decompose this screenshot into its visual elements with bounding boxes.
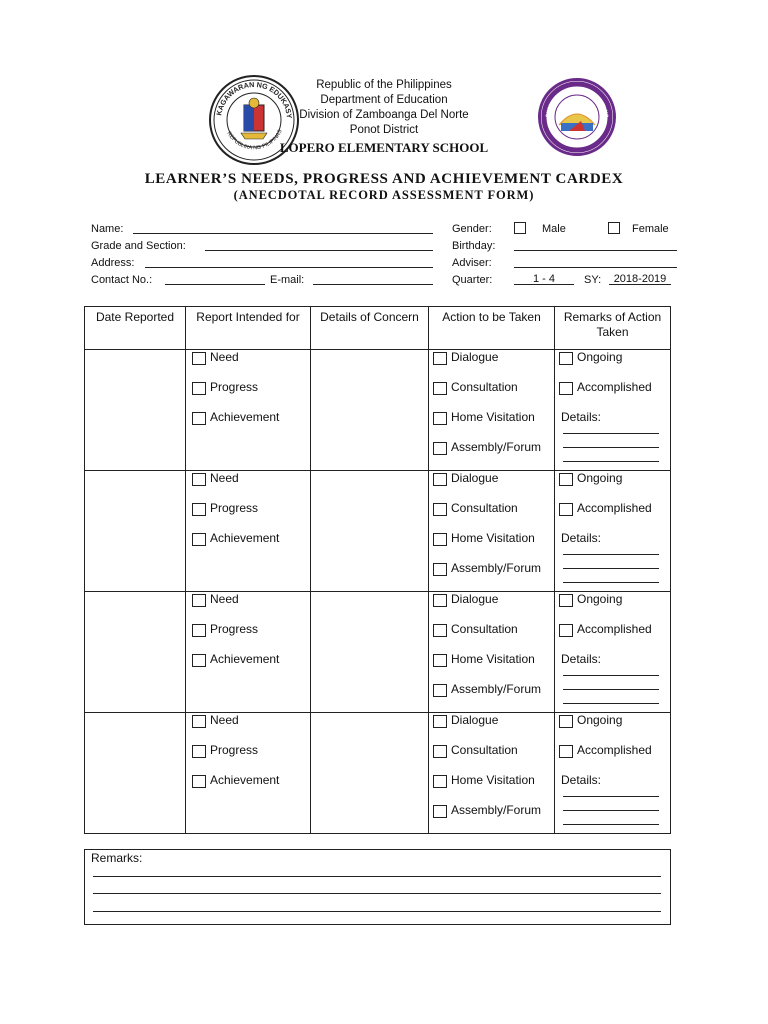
details-line[interactable]	[563, 824, 659, 825]
achievement-checkbox[interactable]	[192, 412, 206, 425]
home-visitation-label: Home Visitation	[451, 773, 535, 787]
remarks-line[interactable]	[93, 911, 661, 912]
need-option[interactable]	[192, 713, 239, 728]
accomplished-label: Accomplished	[577, 622, 652, 636]
dialogue-label: Dialogue	[451, 471, 499, 485]
details-label: Details:	[561, 773, 602, 787]
form-subtitle: (ANECDOTAL RECORD ASSESSMENT FORM)	[233, 188, 535, 202]
progress-label: Progress	[210, 743, 259, 757]
quarter-label: Quarter:	[452, 274, 493, 286]
achievement-option[interactable]	[192, 773, 279, 788]
progress-option[interactable]	[192, 622, 258, 637]
quarter-field[interactable]: 1 - 4	[514, 273, 574, 285]
home-visitation-option[interactable]	[433, 773, 535, 788]
consultation-label: Consultation	[451, 622, 518, 636]
need-label: Need	[210, 350, 239, 364]
details-line[interactable]	[563, 568, 659, 569]
remarks-label: Remarks:	[91, 851, 143, 865]
accomplished-label: Accomplished	[577, 501, 652, 515]
ongoing-checkbox[interactable]	[559, 352, 573, 365]
seal-left-top-text: KAGAWARAN NG EDUKASY	[214, 79, 295, 119]
progress-label: Progress	[210, 501, 259, 515]
header-report-intended: Report Intended for	[186, 307, 311, 350]
header-date-reported: Date Reported	[85, 307, 186, 350]
ongoing-option[interactable]	[559, 713, 622, 728]
assembly-forum-option[interactable]	[433, 440, 541, 455]
details-line[interactable]	[563, 461, 659, 462]
ongoing-checkbox[interactable]	[559, 473, 573, 486]
accomplished-label: Accomplished	[577, 743, 652, 757]
table-row	[85, 592, 671, 713]
address-label: Address:	[91, 257, 135, 269]
date-reported-cell[interactable]	[85, 713, 186, 834]
action-cell	[429, 713, 555, 834]
dialogue-checkbox[interactable]	[433, 473, 447, 486]
consultation-option[interactable]	[433, 743, 518, 758]
progress-option[interactable]	[192, 743, 258, 758]
dialogue-checkbox[interactable]	[433, 352, 447, 365]
consultation-checkbox[interactable]	[433, 624, 447, 637]
adviser-field[interactable]	[514, 256, 677, 268]
accomplished-option[interactable]	[559, 380, 652, 395]
ongoing-option[interactable]	[559, 471, 622, 486]
ongoing-label: Ongoing	[577, 350, 623, 364]
remarks-action-cell	[555, 713, 671, 834]
need-checkbox[interactable]	[192, 473, 206, 486]
consultation-option[interactable]	[433, 380, 518, 395]
consultation-checkbox[interactable]	[433, 745, 447, 758]
accomplished-option[interactable]	[559, 501, 652, 516]
ongoing-label: Ongoing	[577, 471, 623, 485]
accomplished-checkbox[interactable]	[559, 503, 573, 516]
accomplished-checkbox[interactable]	[559, 624, 573, 637]
date-reported-cell[interactable]	[85, 350, 186, 471]
dialogue-checkbox[interactable]	[433, 715, 447, 728]
need-label: Need	[210, 592, 239, 606]
header-republic: Republic of the Philippines	[316, 79, 452, 91]
progress-checkbox[interactable]	[192, 624, 206, 637]
action-cell	[429, 471, 555, 592]
cardex-table	[84, 306, 671, 834]
need-label: Need	[210, 713, 239, 727]
assembly-forum-option[interactable]	[433, 682, 541, 697]
assembly-forum-checkbox[interactable]	[433, 563, 447, 576]
home-visitation-checkbox[interactable]	[433, 654, 447, 667]
header-remarks-action: Remarks of Action Taken	[555, 307, 671, 350]
achievement-option[interactable]	[192, 531, 279, 546]
home-visitation-checkbox[interactable]	[433, 533, 447, 546]
remarks-action-cell	[555, 471, 671, 592]
male-checkbox[interactable]	[514, 222, 526, 234]
home-visitation-checkbox[interactable]	[433, 775, 447, 788]
consultation-label: Consultation	[451, 743, 518, 757]
male-label: Male	[542, 223, 566, 235]
dialogue-option[interactable]	[433, 350, 498, 365]
achievement-checkbox[interactable]	[192, 775, 206, 788]
letterhead	[0, 78, 768, 157]
grade-section-field[interactable]	[205, 239, 433, 251]
details-concern-cell[interactable]	[311, 713, 429, 834]
table-row	[85, 471, 671, 592]
action-cell	[429, 350, 555, 471]
dialogue-label: Dialogue	[451, 713, 499, 727]
school-name: LOPERO ELEMENTARY SCHOOL	[279, 140, 489, 155]
details-concern-cell[interactable]	[311, 350, 429, 471]
achievement-checkbox[interactable]	[192, 654, 206, 667]
accomplished-label: Accomplished	[577, 380, 652, 394]
gender-label: Gender:	[452, 223, 492, 235]
address-field[interactable]	[145, 256, 433, 268]
consultation-checkbox[interactable]	[433, 382, 447, 395]
table-header-row	[85, 307, 671, 350]
consultation-label: Consultation	[451, 380, 518, 394]
birthday-field[interactable]	[514, 239, 677, 251]
need-label: Need	[210, 471, 239, 485]
details-line[interactable]	[563, 796, 659, 797]
assembly-forum-checkbox[interactable]	[433, 684, 447, 697]
progress-checkbox[interactable]	[192, 745, 206, 758]
report-intended-cell	[186, 350, 311, 471]
ongoing-option[interactable]	[559, 350, 622, 365]
header-action: Action to be Taken	[429, 307, 555, 350]
remarks-action-cell	[555, 350, 671, 471]
details-line[interactable]	[563, 433, 659, 434]
need-option[interactable]	[192, 471, 239, 486]
progress-option[interactable]	[192, 380, 258, 395]
sy-label: SY:	[584, 274, 602, 286]
remarks-action-cell	[555, 592, 671, 713]
birthday-label: Birthday:	[452, 240, 496, 252]
report-intended-cell	[186, 471, 311, 592]
header-department: Department of Education	[320, 94, 448, 106]
dialogue-label: Dialogue	[451, 350, 499, 364]
report-intended-cell	[186, 592, 311, 713]
home-visitation-option[interactable]	[433, 410, 535, 425]
progress-label: Progress	[210, 380, 259, 394]
accomplished-option[interactable]	[559, 743, 652, 758]
date-reported-cell[interactable]	[85, 592, 186, 713]
action-cell	[429, 592, 555, 713]
grade-section-label: Grade and Section:	[91, 240, 186, 252]
achievement-label: Achievement	[210, 652, 280, 666]
ongoing-label: Ongoing	[577, 592, 623, 606]
achievement-checkbox[interactable]	[192, 533, 206, 546]
ongoing-checkbox[interactable]	[559, 715, 573, 728]
progress-label: Progress	[210, 622, 259, 636]
consultation-option[interactable]	[433, 622, 518, 637]
ongoing-option[interactable]	[559, 592, 622, 607]
female-label: Female	[632, 223, 669, 235]
assembly-forum-checkbox[interactable]	[433, 442, 447, 455]
assembly-forum-label: Assembly/Forum	[451, 440, 542, 454]
achievement-option[interactable]	[192, 652, 279, 667]
contact-label: Contact No.:	[91, 274, 153, 286]
accomplished-checkbox[interactable]	[559, 382, 573, 395]
consultation-checkbox[interactable]	[433, 503, 447, 516]
accomplished-option[interactable]	[559, 622, 652, 637]
contact-field[interactable]	[165, 273, 265, 285]
table-row	[85, 713, 671, 834]
email-field[interactable]	[313, 273, 433, 285]
need-option[interactable]	[192, 350, 239, 365]
details-line[interactable]	[563, 447, 659, 448]
details-line[interactable]	[563, 703, 659, 704]
progress-checkbox[interactable]	[192, 382, 206, 395]
details-label: Details:	[561, 410, 602, 424]
adviser-label: Adviser:	[452, 257, 492, 269]
achievement-label: Achievement	[210, 531, 280, 545]
assembly-forum-label: Assembly/Forum	[451, 682, 542, 696]
name-label: Name:	[91, 223, 124, 235]
report-intended-cell	[186, 713, 311, 834]
details-label: Details:	[561, 531, 602, 545]
dialogue-label: Dialogue	[451, 592, 499, 606]
name-field[interactable]	[133, 222, 433, 234]
form-title: LEARNER’S NEEDS, PROGRESS AND ACHIEVEMENT CARDEX	[144, 171, 624, 187]
assembly-forum-option[interactable]	[433, 803, 541, 818]
assembly-forum-option[interactable]	[433, 561, 541, 576]
remarks-line[interactable]	[93, 893, 661, 894]
dialogue-option[interactable]	[433, 592, 498, 607]
assembly-forum-checkbox[interactable]	[433, 805, 447, 818]
ongoing-label: Ongoing	[577, 713, 623, 727]
ongoing-checkbox[interactable]	[559, 594, 573, 607]
details-line[interactable]	[563, 675, 659, 676]
home-visitation-label: Home Visitation	[451, 652, 535, 666]
details-line[interactable]	[563, 689, 659, 690]
details-concern-cell[interactable]	[311, 592, 429, 713]
dialogue-option[interactable]	[433, 471, 498, 486]
achievement-label: Achievement	[210, 410, 280, 424]
details-label: Details:	[561, 652, 602, 666]
details-line[interactable]	[563, 810, 659, 811]
home-visitation-option[interactable]	[433, 531, 535, 546]
progress-checkbox[interactable]	[192, 503, 206, 516]
seal-right-text: DIVISION OF ZAMBOANGA DEL NO	[545, 86, 610, 119]
remarks-box	[84, 849, 671, 925]
achievement-label: Achievement	[210, 773, 280, 787]
remarks-line[interactable]	[93, 876, 661, 877]
date-reported-cell[interactable]	[85, 471, 186, 592]
progress-option[interactable]	[192, 501, 258, 516]
details-concern-cell[interactable]	[311, 471, 429, 592]
female-checkbox[interactable]	[608, 222, 620, 234]
dialogue-option[interactable]	[433, 713, 498, 728]
email-label: E-mail:	[270, 274, 305, 286]
need-option[interactable]	[192, 592, 239, 607]
consultation-option[interactable]	[433, 501, 518, 516]
table-row	[85, 350, 671, 471]
header-details-concern: Details of Concern	[311, 307, 429, 350]
assembly-forum-label: Assembly/Forum	[451, 561, 542, 575]
home-visitation-label: Home Visitation	[451, 410, 535, 424]
header-district: Ponot District	[349, 124, 419, 136]
details-line[interactable]	[563, 582, 659, 583]
details-line[interactable]	[563, 554, 659, 555]
seal-left-bottom-text: REPUBLIKA NG PILIPINAS	[225, 128, 284, 152]
assembly-forum-label: Assembly/Forum	[451, 803, 542, 817]
header-division: Division of Zamboanga Del Norte	[299, 109, 469, 121]
need-checkbox[interactable]	[192, 352, 206, 365]
home-visitation-option[interactable]	[433, 652, 535, 667]
need-checkbox[interactable]	[192, 594, 206, 607]
dialogue-checkbox[interactable]	[433, 594, 447, 607]
consultation-label: Consultation	[451, 501, 518, 515]
need-checkbox[interactable]	[192, 715, 206, 728]
accomplished-checkbox[interactable]	[559, 745, 573, 758]
achievement-option[interactable]	[192, 410, 279, 425]
home-visitation-checkbox[interactable]	[433, 412, 447, 425]
home-visitation-label: Home Visitation	[451, 531, 535, 545]
sy-field[interactable]: 2018-2019	[609, 273, 671, 285]
